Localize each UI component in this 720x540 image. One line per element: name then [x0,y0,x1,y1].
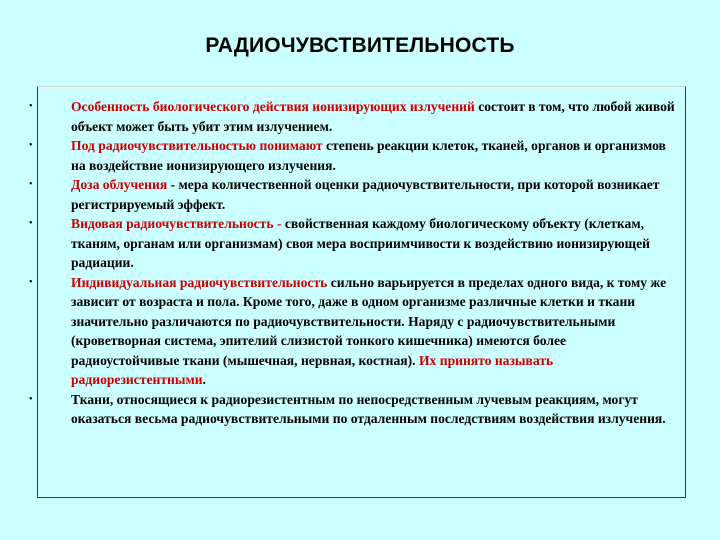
highlighted-term: Их принято называть радиорезистентными [71,352,554,387]
bullet-list [29,97,685,429]
bullet-mark: • [29,179,33,190]
highlighted-term: Индивидуальная радиочувствительность [71,274,328,290]
bullet-item [29,97,685,136]
bullet-mark: • [29,140,33,151]
bullet-text: Ткани, относящиеся к радиорезистентным по непосредственным лучевым реакциям, могут оказаться весьма радиочувствительными по отдаленным последствиям воздействия излучения. [71,391,666,426]
bullet-item [29,136,685,175]
bullet-text: . [202,372,206,387]
bullet-text: свойственная каждому биологическому объекту (клеткам, тканям, органам или организмам) своя мера восприимчивости к воздействию ионизирующей радиации. [71,216,650,270]
highlighted-term: Особенность биологического действия ионизирующих излучений [71,99,475,114]
bullet-text: степень реакции клеток, тканей, органов и организмов на воздействие ионизирующего излучения. [71,138,666,173]
bullet-item [29,273,685,390]
highlighted-term: Под радиочувствительностью понимают [71,138,323,153]
bullet-text: сильно варьируется в пределах одного вида, к тому же зависит от возраста и пола. Кроме того, даже в одном организме различные клетки и ткани значительно различаются по радиочувствительности. Наряду с радиочувствительными (кроветворная система, эпителий слизистой тонкого кишечника) имеются более радиоустойчивые ткани (мышечная, нервная, костная). [71,274,667,368]
bullet-item [29,390,685,429]
bullet-mark: • [29,276,33,288]
highlighted-term: Доза облучения [71,177,168,192]
bullet-text: - мера количественной оценки радиочувствительности, при которой возникает регистрируемый эффект. [71,177,660,212]
bullet-mark: • [29,393,33,405]
bullet-text: состоит в том, что любой живой объект может быть убит этим излучением. [71,99,675,134]
highlighted-term: Видовая радиочувствительность - [71,216,282,231]
slide-title: РАДИОЧУВСТВИТЕЛЬНОСТЬ [205,34,515,57]
content-box [29,86,686,498]
bullet-item [29,214,685,273]
bullet-mark: • [29,101,33,112]
bullet-mark: • [29,218,33,229]
bullet-item [29,175,685,214]
